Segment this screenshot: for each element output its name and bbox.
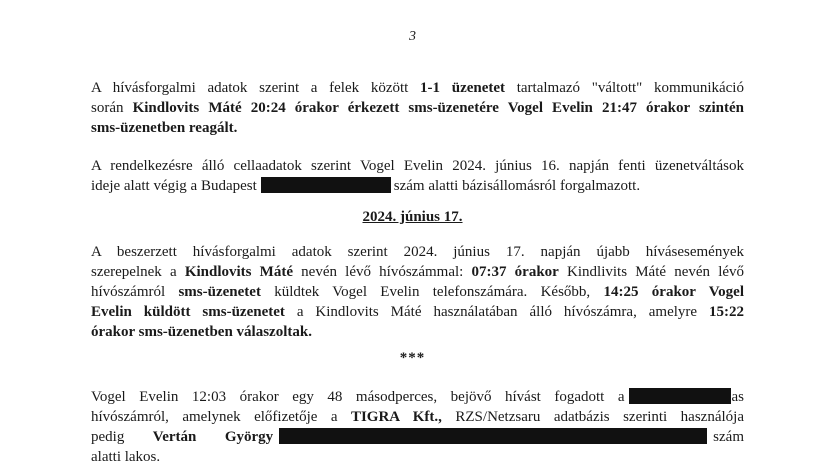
text-run: as	[731, 389, 744, 405]
text-run: hívószámról	[91, 284, 179, 300]
text-run: nevén lévő hívószámmal:	[293, 264, 472, 280]
bold-text: TIGRA Kft.,	[350, 409, 442, 425]
text-run: alatti lakos.	[91, 449, 161, 465]
paragraph-call-events	[91, 242, 744, 342]
bold-text: sms-üzenetet	[178, 284, 261, 300]
text-run: Kindlivits Máté nevén lévő	[558, 264, 745, 280]
redacted-block	[261, 177, 391, 193]
section-heading-date: 2024. június 17.	[362, 209, 463, 225]
text-run: szerepelnek a	[91, 264, 185, 280]
bold-text: Vertán György	[152, 429, 274, 445]
text-run: Vogel Evelin 12:03 órakor egy 48 másodperces, bejövő hívást fogadott a	[91, 389, 625, 405]
text-run: tartalmazó "váltott" kommunikáció	[505, 80, 744, 96]
bold-text: 07:37 órakor	[471, 264, 559, 280]
redacted-block	[279, 428, 707, 444]
page-number: 3	[409, 29, 416, 44]
bold-text: 1-1 üzenetet	[420, 80, 506, 96]
paragraph-communication-summary	[91, 78, 744, 138]
bold-text: sms-üzenetben reagált.	[91, 120, 238, 136]
text-run: A hívásforgalmi adatok szerint a felek között	[91, 80, 421, 96]
text-run: pedig	[91, 429, 153, 445]
text-run: A beszerzett hívásforgalmi adatok szerint 2024. június 17. napján újabb hívásesemények	[91, 244, 744, 260]
bold-text: Evelin küldött sms-üzenetet	[91, 304, 285, 320]
bold-text: órakor sms-üzenetben válaszoltak.	[91, 324, 312, 340]
paragraph-incoming-call	[91, 387, 744, 467]
text-run: A rendelkezésre álló cellaadatok szerint Vogel Evelin 2024. június 16. napján fenti üzenetváltások	[91, 158, 744, 174]
text-run: során	[91, 100, 133, 116]
bold-text: 14:25 órakor Vogel	[603, 284, 744, 300]
bold-text: 15:22	[709, 304, 744, 320]
bold-text: Kindlovits Máté 20:24 órakor érkezett sms-üzenetére Vogel Evelin 21:47 órakor szintén	[132, 100, 744, 116]
redacted-block	[629, 388, 731, 404]
bold-text: Kindlovits Máté	[184, 264, 293, 280]
text-run: a Kindlovits Máté használatában álló hívószámra, amelyre	[284, 304, 709, 320]
paragraph-cell-data	[91, 156, 744, 196]
text-run: szám alatti bázisállomásról forgalmazott.	[393, 178, 641, 194]
text-run: RZS/Netzsaru adatbázis szerinti használója	[441, 409, 744, 425]
text-run: küldtek Vogel Evelin telefonszámára. Később,	[260, 284, 604, 300]
text-run: szám	[713, 429, 744, 445]
section-separator: ***	[399, 350, 426, 366]
text-run: ideje alatt végig a Budapest	[91, 178, 257, 194]
text-run: hívószámról, amelynek előfizetője a	[91, 409, 351, 425]
